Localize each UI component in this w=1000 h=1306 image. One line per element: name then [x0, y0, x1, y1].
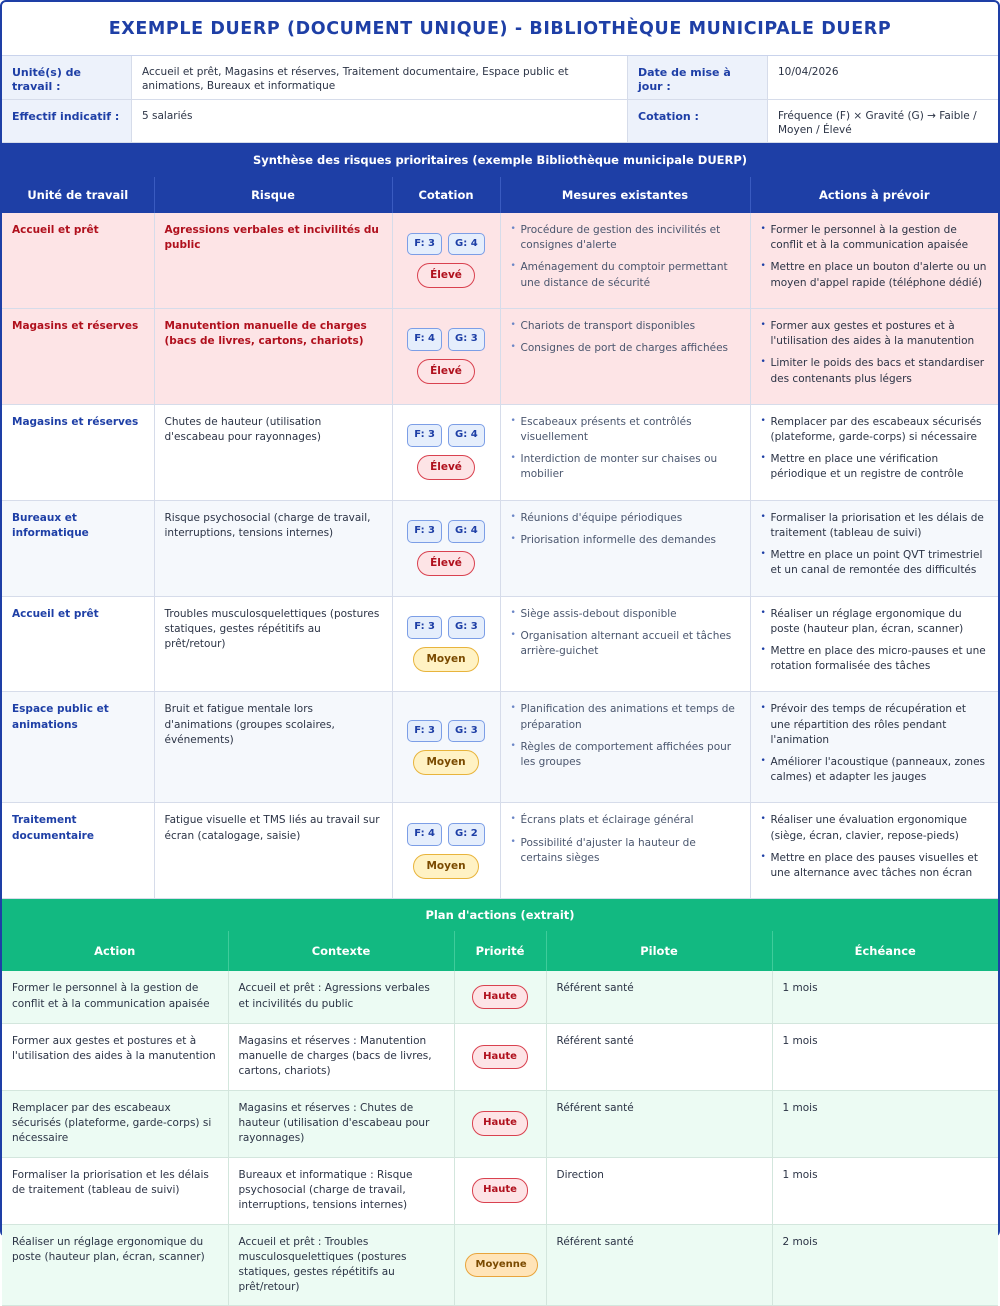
plan-priorite-cell: [454, 1023, 546, 1090]
risk-label: Risque psychosocial (charge de travail, interruptions, tensions internes): [164, 511, 371, 539]
plan-pilote-cell: Direction: [546, 1157, 772, 1224]
actions-list: [761, 223, 989, 291]
action-item: • Remplacer par des escabeaux sécurisés (plateforme, garde-corps) si nécessaire: [761, 415, 989, 445]
mesures-list: [511, 813, 740, 866]
plan-echeance-cell: 1 mois: [772, 971, 998, 1023]
risk-level-badge: Élevé: [417, 359, 475, 384]
gravity-chip: G: 3: [448, 328, 485, 351]
unit-label: Accueil et prêt: [12, 224, 99, 236]
risk-cell: [154, 500, 392, 596]
fg-chips: [397, 520, 496, 543]
plan-row: [2, 1224, 998, 1306]
frequency-chip: F: 4: [407, 823, 442, 846]
risk-cell: [154, 213, 392, 308]
mesure-item: • Planification des animations et temps de préparation: [511, 702, 740, 732]
risk-label: Chutes de hauteur (utilisation d'escabeau pour rayonnages): [164, 415, 322, 443]
gravity-chip: G: 4: [448, 520, 485, 543]
mesure-item: • Organisation alternant accueil et tâches arrière-guichet: [511, 629, 740, 659]
plan-row: [2, 1157, 998, 1224]
risk-header-row: [2, 177, 998, 213]
unit-label: Espace public et animations: [12, 703, 109, 731]
plan-row: [2, 1023, 998, 1090]
actions-cell: [750, 308, 998, 404]
risk-level-badge: Moyen: [413, 854, 478, 879]
action-item: • Mettre en place des pauses visuelles et une alternance avec tâches non écran: [761, 851, 989, 881]
plan-priorite-cell: [454, 1224, 546, 1306]
priority-badge: Haute: [472, 1178, 528, 1203]
plan-echeance-cell: 1 mois: [772, 1023, 998, 1090]
header-contexte: Contexte: [228, 931, 454, 971]
risk-level-badge: Moyen: [413, 750, 478, 775]
actions-list: [761, 607, 989, 675]
risk-cell: [154, 803, 392, 899]
plan-banner: Plan d'actions (extrait): [2, 899, 998, 931]
frequency-chip: F: 3: [407, 520, 442, 543]
priority-badge: Haute: [472, 985, 528, 1010]
plan-contexte-cell: Bureaux et informatique : Risque psychosocial (charge de travail, interruptions, tensions internes): [228, 1157, 454, 1224]
action-item: • Limiter le poids des bacs et standardiser des contenants plus légers: [761, 356, 989, 386]
plan-action-cell: Formaliser la priorisation et les délais de traitement (tableau de suivi): [2, 1157, 228, 1224]
unit-label: Bureaux et informatique: [12, 511, 89, 539]
mesures-cell: [500, 803, 750, 899]
fg-chips: [397, 823, 496, 846]
action-item: • Mettre en place des micro-pauses et une rotation formalisée des tâches: [761, 644, 989, 674]
action-item: • Former le personnel à la gestion de conflit et à la communication apaisée: [761, 223, 989, 253]
priority-badge: Haute: [472, 1045, 528, 1070]
risk-row: [2, 213, 998, 308]
action-item: • Mettre en place un bouton d'alerte ou un moyen d'appel rapide (téléphone dédié): [761, 260, 989, 290]
cotation-cell: [392, 308, 500, 404]
mesure-item: • Interdiction de monter sur chaises ou mobilier: [511, 452, 740, 482]
priority-badge: Haute: [472, 1111, 528, 1136]
plan-contexte-cell: Magasins et réserves : Chutes de hauteur (utilisation d'escabeau pour rayonnages): [228, 1090, 454, 1157]
plan-priorite-cell: [454, 1157, 546, 1224]
risk-label: Agressions verbales et incivilités du public: [164, 224, 379, 252]
action-item: • Améliorer l'acoustique (panneaux, zones calmes) et adapter les jauges: [761, 755, 989, 785]
action-item: • Prévoir des temps de récupération et une répartition des rôles pendant l'animation: [761, 702, 989, 748]
fg-chips: [397, 233, 496, 256]
header-cotation: Cotation: [392, 177, 500, 213]
unites-value: Accueil et prêt, Magasins et réserves, Traitement documentaire, Espace public et animations, Bureaux et informatique: [132, 56, 628, 100]
risk-level-badge: Moyen: [413, 647, 478, 672]
synthese-banner: Synthèse des risques prioritaires (exemple Bibliothèque municipale DUERP): [2, 143, 998, 177]
mesure-item: • Aménagement du comptoir permettant une distance de sécurité: [511, 260, 740, 290]
risk-level-badge: Élevé: [417, 551, 475, 576]
mesure-item: • Consignes de port de charges affichées: [511, 341, 740, 356]
plan-action-cell: Remplacer par des escabeaux sécurisés (plateforme, garde-corps) si nécessaire: [2, 1090, 228, 1157]
mesure-item: • Réunions d'équipe périodiques: [511, 511, 740, 526]
fg-chips: [397, 720, 496, 743]
plan-action-cell: Former aux gestes et postures et à l'utilisation des aides à la manutention: [2, 1023, 228, 1090]
unit-cell: [2, 213, 154, 308]
risk-table: [2, 177, 998, 899]
mesures-list: [511, 319, 740, 356]
mesure-item: • Escabeaux présents et contrôlés visuellement: [511, 415, 740, 445]
risk-row: [2, 803, 998, 899]
mesures-list: [511, 511, 740, 548]
plan-contexte-cell: Magasins et réserves : Manutention manuelle de charges (bacs de livres, cartons, chariots): [228, 1023, 454, 1090]
risk-label: Manutention manuelle de charges (bacs de livres, cartons, chariots): [164, 319, 367, 348]
risk-row: [2, 692, 998, 803]
mesure-item: • Écrans plats et éclairage général: [511, 813, 740, 828]
mesures-list: [511, 702, 740, 770]
header-actions: Actions à prévoir: [750, 177, 998, 213]
risk-cell: [154, 308, 392, 404]
date-label: Date de mise à jour :: [628, 56, 768, 100]
actions-list: [761, 813, 989, 881]
risk-row: [2, 500, 998, 596]
risk-cell: [154, 404, 392, 500]
risk-cell: [154, 692, 392, 803]
plan-echeance-cell: 1 mois: [772, 1090, 998, 1157]
frequency-chip: F: 3: [407, 424, 442, 447]
risk-label: Troubles musculosquelettiques (postures statiques, gestes répétitifs au prêt/retour): [164, 607, 380, 650]
effectif-label: Effectif indicatif :: [2, 100, 132, 143]
mesures-cell: [500, 500, 750, 596]
risk-label: Fatigue visuelle et TMS liés au travail sur écran (catalogage, saisie): [164, 814, 380, 842]
effectif-value: 5 salariés: [132, 100, 628, 143]
header-risque: Risque: [154, 177, 392, 213]
document-title: EXEMPLE DUERP (DOCUMENT UNIQUE) - BIBLIOTHÈQUE MUNICIPALE DUERP: [2, 2, 998, 56]
mesure-item: • Règles de comportement affichées pour les groupes: [511, 740, 740, 770]
header-action: Action: [2, 931, 228, 971]
fg-chips: [397, 328, 496, 351]
header-echeance: Échéance: [772, 931, 998, 971]
risk-level-badge: Élevé: [417, 263, 475, 288]
mesures-cell: [500, 692, 750, 803]
header-unite: Unité de travail: [2, 177, 154, 213]
plan-contexte-cell: Accueil et prêt : Troubles musculosquelettiques (postures statiques, gestes répétitifs au prêt/retour): [228, 1224, 454, 1306]
plan-contexte-cell: Accueil et prêt : Agressions verbales et incivilités du public: [228, 971, 454, 1023]
frequency-chip: F: 3: [407, 616, 442, 639]
frequency-chip: F: 3: [407, 233, 442, 256]
action-item: • Réaliser une évaluation ergonomique (siège, écran, clavier, repose-pieds): [761, 813, 989, 843]
cotation-cell: [392, 404, 500, 500]
gravity-chip: G: 3: [448, 720, 485, 743]
cotation-cell: [392, 500, 500, 596]
plan-echeance-cell: 2 mois: [772, 1224, 998, 1306]
plan-pilote-cell: Référent santé: [546, 1224, 772, 1306]
actions-list: [761, 319, 989, 387]
mesures-cell: [500, 404, 750, 500]
risk-level-badge: Élevé: [417, 455, 475, 480]
action-item: • Formaliser la priorisation et les délais de traitement (tableau de suivi): [761, 511, 989, 541]
cotation-cell: [392, 803, 500, 899]
actions-cell: [750, 404, 998, 500]
mesure-item: • Siège assis-debout disponible: [511, 607, 740, 622]
fg-chips: [397, 616, 496, 639]
plan-priorite-cell: [454, 1090, 546, 1157]
action-item: • Former aux gestes et postures et à l'utilisation des aides à la manutention: [761, 319, 989, 349]
mesure-item: • Procédure de gestion des incivilités et consignes d'alerte: [511, 223, 740, 253]
plan-table: [2, 931, 998, 1306]
date-value: 10/04/2026: [768, 56, 998, 100]
plan-pilote-cell: Référent santé: [546, 1023, 772, 1090]
unit-cell: [2, 500, 154, 596]
actions-list: [761, 415, 989, 483]
unit-cell: [2, 803, 154, 899]
action-item: • Mettre en place un point QVT trimestriel et un canal de remontée des difficultés: [761, 548, 989, 578]
unites-label: Unité(s) de travail :: [2, 56, 132, 100]
mesure-item: • Chariots de transport disponibles: [511, 319, 740, 334]
frequency-chip: F: 4: [407, 328, 442, 351]
cotation-label: Cotation :: [628, 100, 768, 143]
unit-label: Magasins et réserves: [12, 319, 139, 332]
gravity-chip: G: 3: [448, 616, 485, 639]
unit-cell: [2, 308, 154, 404]
unit-cell: [2, 404, 154, 500]
mesure-item: • Priorisation informelle des demandes: [511, 533, 740, 548]
risk-label: Bruit et fatigue mentale lors d'animations (groupes scolaires, événements): [164, 703, 335, 746]
mesures-list: [511, 607, 740, 660]
frequency-chip: F: 3: [407, 720, 442, 743]
actions-cell: [750, 803, 998, 899]
actions-cell: [750, 213, 998, 308]
unit-label: Accueil et prêt: [12, 607, 99, 620]
plan-action-cell: Réaliser un réglage ergonomique du poste (hauteur plan, écran, scanner): [2, 1224, 228, 1306]
info-block: [2, 56, 998, 143]
mesures-cell: [500, 213, 750, 308]
cotation-cell: [392, 596, 500, 692]
header-pilote: Pilote: [546, 931, 772, 971]
plan-row: [2, 1090, 998, 1157]
plan-pilote-cell: Référent santé: [546, 1090, 772, 1157]
gravity-chip: G: 4: [448, 233, 485, 256]
mesures-cell: [500, 308, 750, 404]
cotation-cell: [392, 692, 500, 803]
plan-echeance-cell: 1 mois: [772, 1157, 998, 1224]
risk-row: [2, 404, 998, 500]
mesures-list: [511, 415, 740, 483]
header-mesures: Mesures existantes: [500, 177, 750, 213]
risk-row: [2, 308, 998, 404]
unit-label: Traitement documentaire: [12, 814, 94, 842]
actions-cell: [750, 692, 998, 803]
cotation-value: Fréquence (F) × Gravité (G) → Faible / Moyen / Élevé: [768, 100, 998, 143]
actions-cell: [750, 500, 998, 596]
fg-chips: [397, 424, 496, 447]
gravity-chip: G: 2: [448, 823, 485, 846]
risk-cell: [154, 596, 392, 692]
actions-cell: [750, 596, 998, 692]
header-priorite: Priorité: [454, 931, 546, 971]
actions-list: [761, 702, 989, 785]
risk-row: [2, 596, 998, 692]
mesures-list: [511, 223, 740, 291]
unit-cell: [2, 596, 154, 692]
unit-label: Magasins et réserves: [12, 415, 139, 428]
action-item: • Réaliser un réglage ergonomique du poste (hauteur plan, écran, scanner): [761, 607, 989, 637]
gravity-chip: G: 4: [448, 424, 485, 447]
unit-cell: [2, 692, 154, 803]
mesure-item: • Possibilité d'ajuster la hauteur de certains sièges: [511, 836, 740, 866]
plan-priorite-cell: [454, 971, 546, 1023]
plan-header-row: [2, 931, 998, 971]
cotation-cell: [392, 213, 500, 308]
plan-action-cell: Former le personnel à la gestion de conflit et à la communication apaisée: [2, 971, 228, 1023]
actions-list: [761, 511, 989, 579]
plan-row: [2, 971, 998, 1023]
action-item: • Mettre en place une vérification périodique et un registre de contrôle: [761, 452, 989, 482]
priority-badge: Moyenne: [465, 1253, 538, 1278]
mesures-cell: [500, 596, 750, 692]
plan-pilote-cell: Référent santé: [546, 971, 772, 1023]
